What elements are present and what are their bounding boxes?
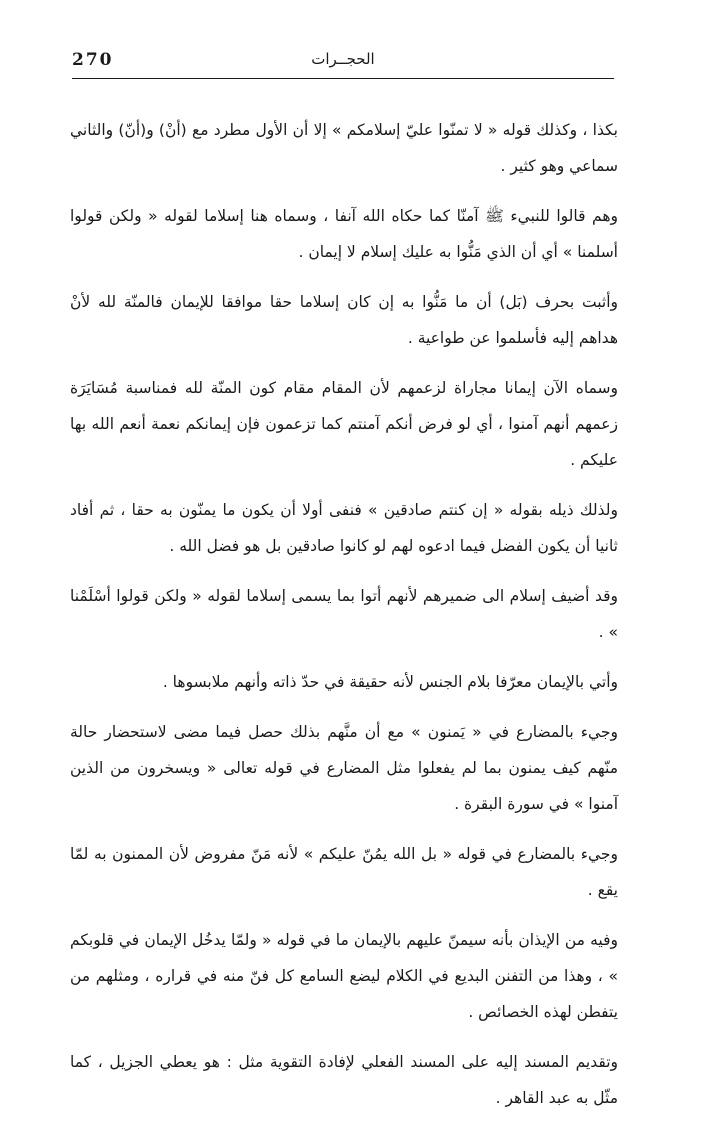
running-title: الحجــرات [311,50,375,68]
paragraph: وجيء بالمضارع في « يَمنون » مع أن منَّهم بذلك حصل فيما مضى لاستحضار حالة منّهم كيف يمنون بما لم يفعلوا مثل المضارع في قوله تعالى « ويسخرون من الذين آمنوا » في سورة البقرة . [70,723,618,813]
paragraph: وقد أضيف إسلام الى ضميرهم لأنهم أتوا بما يسمى إسلاما لقوله « ولكن قولوا أسْلَمْنا » . [70,587,618,641]
paragraph: وفيه من الإيذان بأنه سيمنّ عليهم بالإيمان ما في قوله « ولمّا يدخُل الإيمان في قلوبكم » ، وهذا من التفنن البديع في الكلام ليضع السامع كل فنّ منه في قراره ، ومثلهم من يتفطن لهذه الخصائص . [70,931,618,1021]
paragraph: ولذلك ذيله بقوله « إن كنتم صادقين » فنفى أولا أن يكون ما يمنّون به حقا ، ثم أفاد ثانيا أن يكون الفضل فيما ادعوه لهم لو كانوا صادقين بل هو فضل الله . [70,501,618,555]
paragraph: وهم قالوا للنبيء ﷺ آمنّا كما حكاه الله آنفا ، وسماه هنا إسلاما لقوله « ولكن قولوا أسلمنا » أي أن الذي مَنُّوا به عليك إسلام لا إيمان . [70,207,618,261]
paragraph: وتقديم المسند إليه على المسند الفعلي لإفادة التقوية مثل : هو يعطي الجزيل ، كما مثّل به عبد القاهر . [70,1053,618,1107]
paragraph: بكذا ، وكذلك قوله « لا تمنّوا عليّ إسلامكم » إلا أن الأول مطرد مع (أنْ) و(أنّ) والثاني سماعي وهو كثير . [70,121,618,175]
page-header [72,44,614,76]
paragraph: وأتي بالإيمان معرّفا بلام الجنس لأنه حقيقة في حدّ ذاته وأنهم ملابسوها . [162,673,618,691]
header-divider [72,78,614,79]
paragraph: وجيء بالمضارع في قوله « بل الله يمُنّ عليكم » لأنه مَنّ مفروض لأن الممنون به لمّا يقع . [70,845,618,899]
paragraph: وسماه الآن إيمانا مجاراة لزعمهم لأن المقام مقام كون المنّة لله فمناسبة مُسَايَرَة زعمهم أنهم آمنوا ، أي لو فرض أنكم آمنتم كما تزعمون فإن إيمانكم نعمة أنعم الله بها عليكم . [70,379,618,469]
body-text [70,112,618,1130]
paragraph: وأثبت بحرف (بَل) أن ما مَنُّوا به إن كان إسلاما حقا موافقا للإيمان فالمنّة لله لأنْ هداهم إليه فأسلموا عن طواعية . [70,293,618,347]
page-number: 270 [72,50,114,70]
